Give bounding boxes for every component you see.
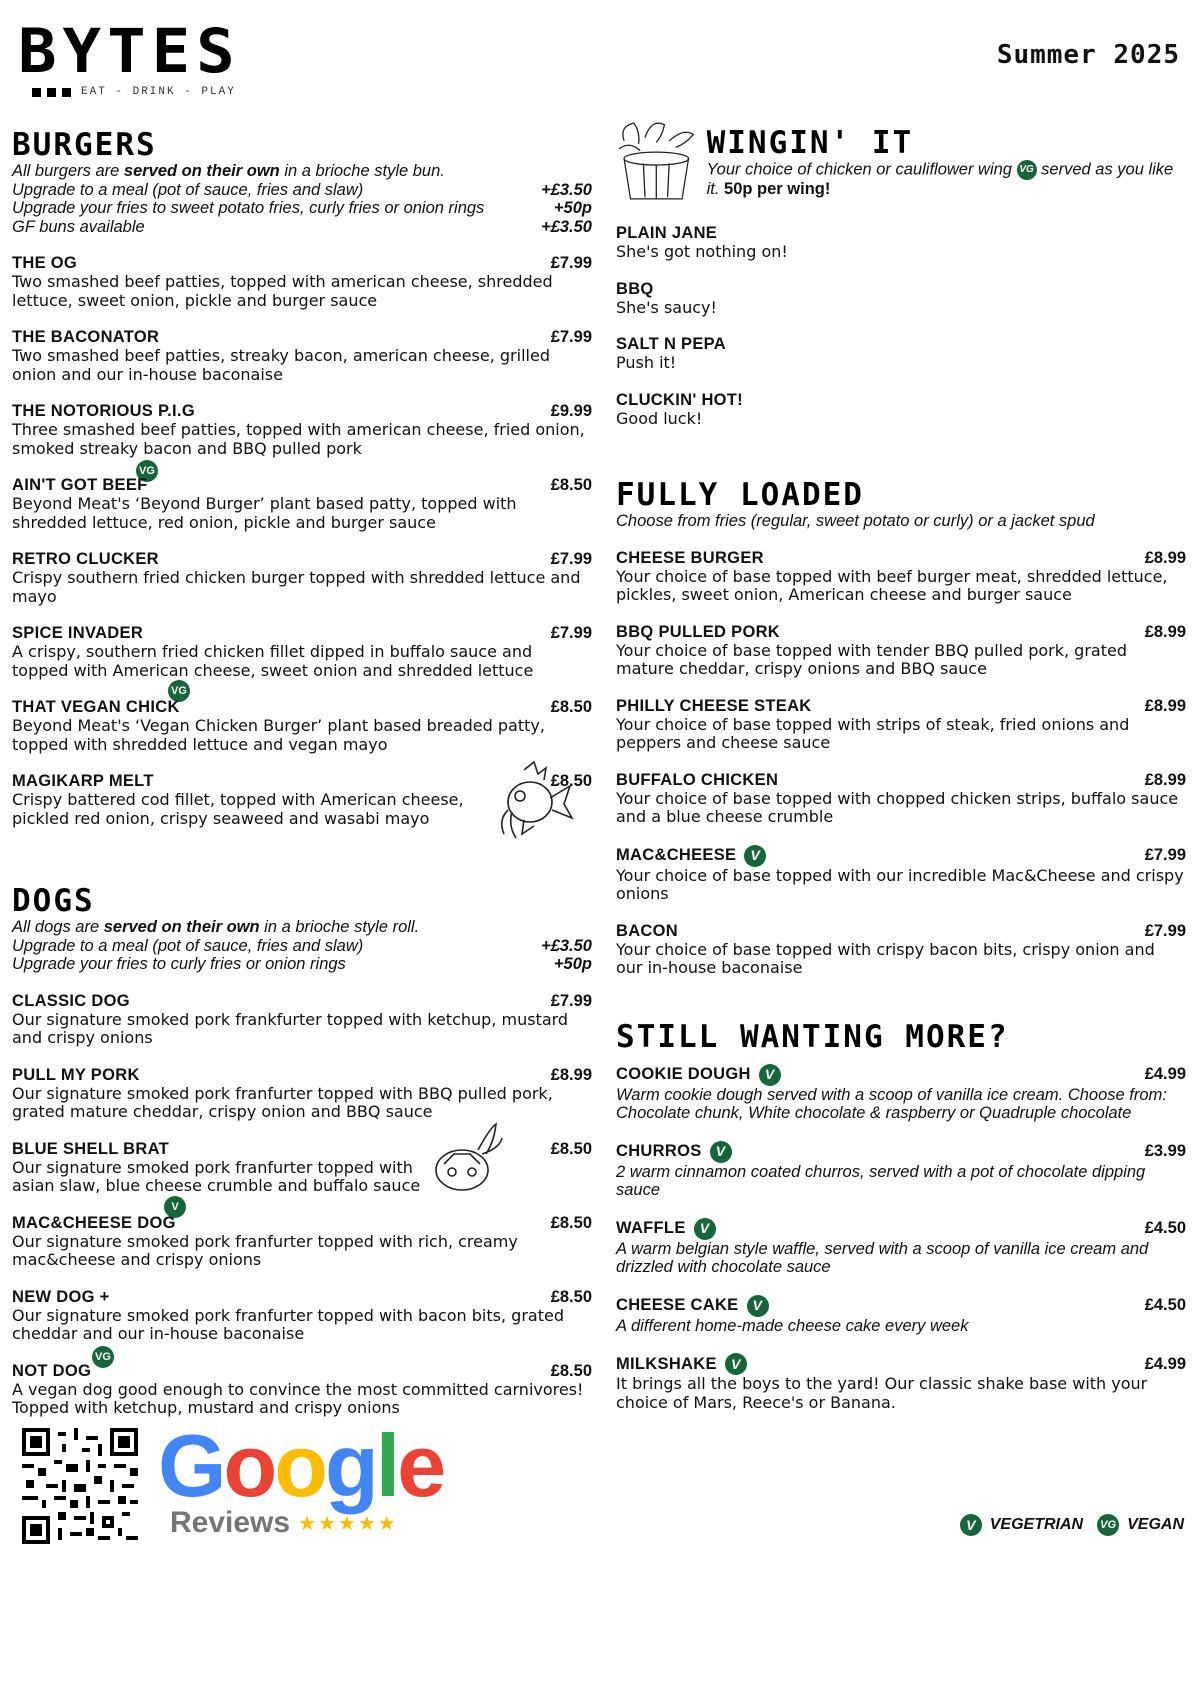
menu-item: WAFFLE V £4.50 A warm belgian style waffle, served with a scoop of vanilla ice cream and drizzled with chocolate sauce — [616, 1219, 1186, 1276]
item-price: £7.99 — [550, 328, 592, 346]
right-column — [616, 106, 1186, 1412]
item-price: £8.50 — [550, 1361, 592, 1380]
item-price: £4.50 — [1144, 1219, 1186, 1237]
menu-item: SPICE INVADER £7.99 A crispy, southern fried chicken fillet dipped in buffalo sauce and topped with American cheese, sweet onion and shredded lettuce VG — [12, 624, 592, 680]
item-price: £8.50 — [550, 698, 592, 716]
dietary-legend — [960, 1514, 1184, 1536]
menu-item: NOT DOG £8.50 A vegan dog good enough to convince the most committed carnivores! Topped with ketchup, mustard and crispy onions — [12, 1361, 592, 1417]
google-logo: Google — [158, 1416, 444, 1515]
wings-intro: Your choice of chicken or cauliflower wing VG served as you like it. 50p per wing! — [706, 160, 1174, 198]
burgers-section — [12, 128, 592, 828]
item-price: £8.50 — [550, 1139, 592, 1158]
menu-item: THAT VEGAN CHICK £8.50 Beyond Meat's ‘Vegan Chicken Burger’ plant based breaded patty, topped with shredded lettuce and vegan mayo — [12, 698, 592, 754]
menu-item: CLUCKIN' HOT! Good luck! — [616, 390, 743, 428]
item-price: £4.99 — [1144, 1354, 1186, 1373]
vegetarian-badge-icon: V — [960, 1514, 982, 1536]
menu-item: CHEESE BURGER £8.99 Your choice of base topped with beef burger meat, shredded lettuce, pickles, sweet onion, American cheese and burger sauce — [616, 548, 1186, 604]
menu-item: MAC&CHEESE DOG £8.50 Our signature smoked pork franfurter topped with rich, creamy mac&cheese and crispy onions — [12, 1213, 592, 1269]
menu-item: THE OG £7.99 Two smashed beef patties, topped with american cheese, shredded lettuce, sweet onion, pickle and burger sauce — [12, 254, 592, 310]
menu-item: MILKSHAKE V £4.99 It brings all the boys to the yard! Our classic shake base with your choice of Mars, Reece's or Banana. — [616, 1354, 1186, 1412]
menu-item: THE BACONATOR £7.99 Two smashed beef patties, streaky bacon, american cheese, grilled onion and our in-house baconaise — [12, 328, 592, 384]
menu-item: BBQ She's saucy! — [616, 279, 717, 317]
logo-wordmark: BYTES — [18, 16, 241, 88]
vegetarian-badge-icon: V — [747, 1295, 769, 1317]
vegetarian-badge-icon: V — [710, 1141, 732, 1163]
menu-item: CHURROS V £3.99 2 warm cinnamon coated churros, served with a pot of chocolate dipping sauce — [616, 1142, 1186, 1199]
item-price: £7.99 — [550, 254, 592, 272]
dogs-title: DOGS — [12, 883, 95, 919]
upgrade-row: Upgrade your fries to curly fries or onion rings +50p — [12, 955, 592, 973]
menu-item: MAGIKARP MELT £8.50 Crispy battered cod fillet, topped with American cheese, pickled red onion, crispy seaweed and wasabi mayo — [12, 772, 592, 828]
magikarp-fish-icon — [494, 760, 574, 844]
vegan-badge-icon: VG — [1097, 1514, 1119, 1536]
legend-vegetarian-label: VEGETRIAN — [989, 1516, 1084, 1533]
wings-bucket-icon — [616, 106, 697, 216]
star-rating-icon: ★★★★★ — [298, 1511, 398, 1535]
item-price: £7.99 — [1144, 921, 1186, 940]
item-price: £8.99 — [1144, 696, 1186, 715]
blue-shell-icon — [424, 1120, 504, 1198]
vegetarian-badge-icon: V — [164, 1196, 186, 1218]
item-price: £8.50 — [550, 1213, 592, 1232]
item-price: £3.99 — [1144, 1142, 1186, 1160]
item-price: £8.50 — [550, 476, 592, 494]
desserts-section — [616, 1020, 1186, 1413]
item-price: £7.99 — [550, 624, 592, 642]
left-column — [12, 128, 592, 1418]
menu-item: BBQ PULLED PORK £8.99 Your choice of base topped with tender BBQ pulled pork, grated mature cheddar, crispy onions and BBQ sauce — [616, 622, 1186, 678]
item-price: £7.99 — [550, 550, 592, 568]
wings-section — [616, 106, 1186, 428]
item-price: £8.99 — [1144, 548, 1186, 567]
menu-item: BLUE SHELL BRAT £8.50 Our signature smoked pork franfurter topped with asian slaw, blue cheese crumble and buffalo sauce V — [12, 1140, 592, 1196]
menu-item: SALT N PEPA Push it! — [616, 335, 726, 372]
season-title: Summer 2025 — [996, 40, 1180, 70]
vegan-badge-icon: VG — [92, 1346, 114, 1368]
vegan-badge-icon: VG — [136, 460, 158, 482]
menu-item: THE NOTORIOUS P.I.G £9.99 Three smashed beef patties, topped with american cheese, fried onion, smoked streaky bacon and BBQ pulled pork VG — [12, 402, 592, 458]
item-price: £8.50 — [550, 1287, 592, 1306]
legend-vegan-label: VEGAN — [1127, 1516, 1184, 1533]
loaded-section — [616, 478, 1186, 978]
item-price: £8.99 — [1144, 622, 1186, 641]
logo-pixel-blocks — [32, 88, 71, 97]
upgrade-row: Upgrade to a meal (pot of sauce, fries and slaw) +£3.50 — [12, 180, 592, 199]
burgers-title: BURGERS — [12, 127, 157, 163]
upgrade-row: GF buns available +£3.50 — [12, 217, 592, 236]
loaded-intro: Choose from fries (regular, sweet potato or curly) or a jacket spud — [616, 512, 1095, 530]
item-price: £7.99 — [550, 991, 592, 1010]
vegetarian-badge-icon: V — [744, 845, 766, 867]
menu-item: COOKIE DOUGH V £4.99 Warm cookie dough served with a scoop of vanilla ice cream. Choose from: Chocolate chunk, White chocolate & raspberry or Quadruple chocolate — [616, 1065, 1186, 1122]
dogs-section — [12, 884, 592, 1418]
vegetarian-badge-icon: V — [759, 1064, 781, 1086]
menu-item: NEW DOG + £8.50 Our signature smoked pork franfurter topped with bacon bits, grated cheddar and our in-house baconaise VG — [12, 1288, 592, 1344]
item-price: £9.99 — [550, 402, 592, 420]
menu-item: CHEESE CAKE V £4.50 A different home-made cheese cake every week — [616, 1296, 1186, 1335]
item-price: £8.50 — [550, 772, 592, 790]
upgrade-row: Upgrade your fries to sweet potato fries, curly fries or onion rings +50p — [12, 199, 592, 217]
menu-item: AIN'T GOT BEEF £8.50 Beyond Meat's ‘Beyond Burger’ plant based patty, topped with shredded lettuce, red onion, pickle and burger sauce — [12, 476, 592, 532]
vegetarian-badge-icon: V — [694, 1218, 716, 1240]
google-reviews-link[interactable] — [158, 1416, 444, 1540]
item-price: £8.99 — [1144, 770, 1186, 789]
menu-item: MAC&CHEESE V £7.99 Your choice of base topped with our incredible Mac&Cheese and crispy onions — [616, 846, 1186, 903]
item-price: £8.99 — [550, 1065, 592, 1084]
wings-title: WINGIN' IT — [706, 125, 914, 161]
menu-item: RETRO CLUCKER £7.99 Crispy southern fried chicken burger topped with shredded lettuce and mayo — [12, 550, 592, 606]
dogs-intro: All dogs are served on their own in a brioche style roll. Upgrade to a meal (pot of sauce, fries and slaw) +£3.50 Upgrade your fries to curly fries or onion rings +50p — [12, 918, 592, 973]
menu-item: PULL MY PORK £8.99 Our signature smoked pork franfurter topped with BBQ pulled pork, grated mature cheddar, crispy onion and BBQ sauce — [12, 1065, 592, 1121]
menu-item: CLASSIC DOG £7.99 Our signature smoked pork frankfurter topped with ketchup, mustard and crispy onions — [12, 991, 592, 1047]
burgers-intro: All burgers are served on their own in a brioche style bun. Upgrade to a meal (pot of sauce, fries and slaw) +£3.50 Upgrade your fries to sweet potato fries, curly fries or onion rings +50p GF buns available +£3.50 — [12, 162, 592, 236]
logo-tagline: EAT - DRINK - PLAY — [81, 86, 236, 98]
reviews-label: Reviews — [170, 1506, 291, 1539]
upgrade-row: Upgrade to a meal (pot of sauce, fries and slaw) +£3.50 — [12, 936, 592, 955]
vegetarian-badge-icon: V — [725, 1353, 747, 1375]
vegan-badge-icon: VG — [168, 680, 190, 702]
desserts-title: STILL WANTING MORE? — [616, 1018, 1009, 1055]
qr-code-icon[interactable] — [22, 1428, 138, 1544]
menu-item: PLAIN JANE She's got nothing on! — [616, 224, 788, 261]
item-price: £7.99 — [1144, 846, 1186, 864]
item-price: £4.99 — [1144, 1065, 1186, 1083]
vegan-badge-icon: VG — [1017, 160, 1037, 180]
menu-item: BACON £7.99 Your choice of base topped with crispy bacon bits, crispy onion and our in-house baconaise — [616, 921, 1186, 977]
item-price: £4.50 — [1144, 1296, 1186, 1314]
loaded-title: FULLY LOADED — [616, 477, 864, 513]
menu-item: PHILLY CHEESE STEAK £8.99 Your choice of base topped with strips of steak, fried onions and peppers and cheese sauce — [616, 696, 1186, 752]
bytes-logo — [18, 16, 288, 98]
menu-item: BUFFALO CHICKEN £8.99 Your choice of base topped with chopped chicken strips, buffalo sauce and a blue cheese crumble — [616, 770, 1186, 826]
